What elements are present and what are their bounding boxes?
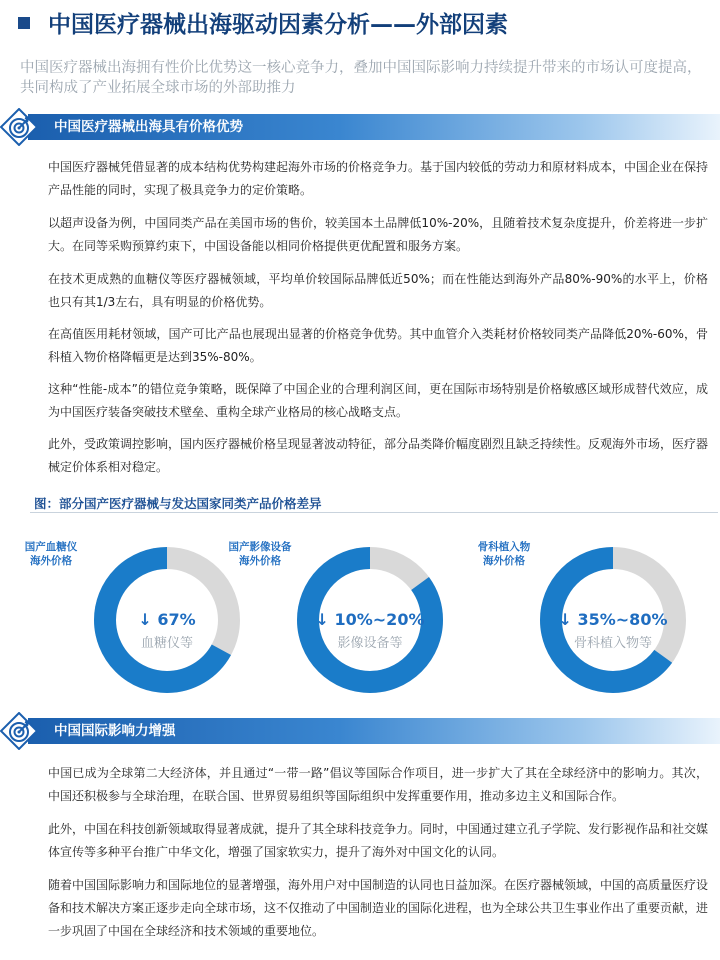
ring-label-orthopedic <box>454 540 554 568</box>
ring-label-line: 国产影像设备 <box>228 541 292 553</box>
paragraph: 以超声设备为例，中国同类产品在美国市场的售价，较美国本土品牌低10%-20%，且随着技术复杂度提升，价差将进一步扩大。在同等采购预算约束下，中国设备能以相同价格提供更优配置和服务方案。 <box>48 216 708 253</box>
page-title: 中国医疗器械出海驱动因素分析——外部因素 <box>48 12 508 38</box>
paragraph: 在技术更成熟的血糖仪等医疗器械领域，平均单价较国际品牌低近50%；而在性能达到海外产品80%-90%的水平上，价格也只有其1/3左右，具有明显的价格优势。 <box>48 272 708 309</box>
paragraph: 这种“性能-成本”的错位竞争策略，既保障了中国企业的合理利润区间，更在国际市场特别是价格敏感区域形成替代效应，成为中国医疗装备突破技术壁垒、重构全球产业格局的核心战略支点。 <box>48 382 708 419</box>
ring-label-imaging <box>210 540 310 568</box>
paragraph: 此外，受政策调控影响，国内医疗器械价格呈现显著波动特征，部分品类降价幅度剧烈且缺乏持续性。反观海外市场，医疗器械定价体系相对稳定。 <box>48 437 709 474</box>
ring-sub-orthopedic: 骨科植入物等 <box>573 636 652 651</box>
section-heading-price-advantage <box>0 108 720 146</box>
section-heading-label: 中国医疗器械出海具有价格优势 <box>54 119 243 135</box>
paragraph: 此外，中国在科技创新领域取得显著成就，提升了其全球科技竞争力。同时，中国通过建立孔子学院、发行影视作品和社交媒体宣传等多种平台推广中华文化，增强了国家软实力，提升了海外对中国文化的认同。 <box>48 822 709 859</box>
ring-sub-imaging: 影像设备等 <box>337 636 403 651</box>
ring-label-glucometer <box>6 540 96 568</box>
target-icon <box>0 108 38 146</box>
paragraph: 中国已成为全球第二大经济体，并且通过“一带一路”倡议等国际合作项目，进一步扩大了其在全球经济中的影响力。其次，中国还积极参与全球治理，在联合国、世界贸易组织等国际组织中发挥重要作用，推动多边主义和国际合作。 <box>48 766 708 803</box>
target-icon <box>0 712 38 750</box>
page-subtitle: 中国医疗器械出海拥有性价比优势这一核心竞争力，叠加中国国际影响力持续提升带来的市场认可度提高，共同构成了产业拓展全球市场的外部助推力 <box>20 60 702 96</box>
ring-value-orthopedic: ↓ 35%~80% <box>558 610 668 629</box>
ring-label-line: 海外价格 <box>239 555 281 567</box>
figure-divider <box>30 512 718 513</box>
ring-label-line: 海外价格 <box>30 555 72 567</box>
ring-value-glucometer: ↓ 67% <box>138 610 196 629</box>
page-header <box>18 6 508 39</box>
ring-label-line: 海外价格 <box>483 555 525 567</box>
paragraph: 中国医疗器械凭借显著的成本结构优势构建起海外市场的价格竞争力。基于国内较低的劳动力和原材料成本，中国企业在保持产品性能的同时，实现了极具竞争力的定价策略。 <box>48 160 709 197</box>
title-square-icon <box>18 17 30 29</box>
section-heading-international-influence <box>0 712 720 750</box>
ring-label-line: 国产血糖仪 <box>24 541 78 553</box>
paragraph: 在高值医用耗材领域，国产可比产品也展现出显著的价格竞争优势。其中血管介入类耗材价格较同类产品降低20%-60%，骨科植入物价格降幅更是达到35%-80%。 <box>48 327 708 364</box>
ring-sub-glucometer: 血糖仪等 <box>140 636 193 651</box>
ring-value-imaging: ↓ 10%~20% <box>315 610 425 629</box>
figure-caption: 图：部分国产医疗器械与发达国家同类产品价格差异 <box>34 496 322 511</box>
paragraph: 随着中国国际影响力和国际地位的显著增强，海外用户对中国制造的认同也日益加深。在医疗器械领域，中国的高质量医疗设备和技术解决方案正逐步走向全球市场，这不仅推动了中国制造业的国际化进程，也为全球公共卫生事业作出了重要贡献，进一步巩固了中国在全球经济和技术领域的重要地位。 <box>48 878 709 938</box>
section-heading-label: 中国国际影响力增强 <box>54 723 176 739</box>
ring-label-line: 骨科植入物 <box>477 541 531 553</box>
